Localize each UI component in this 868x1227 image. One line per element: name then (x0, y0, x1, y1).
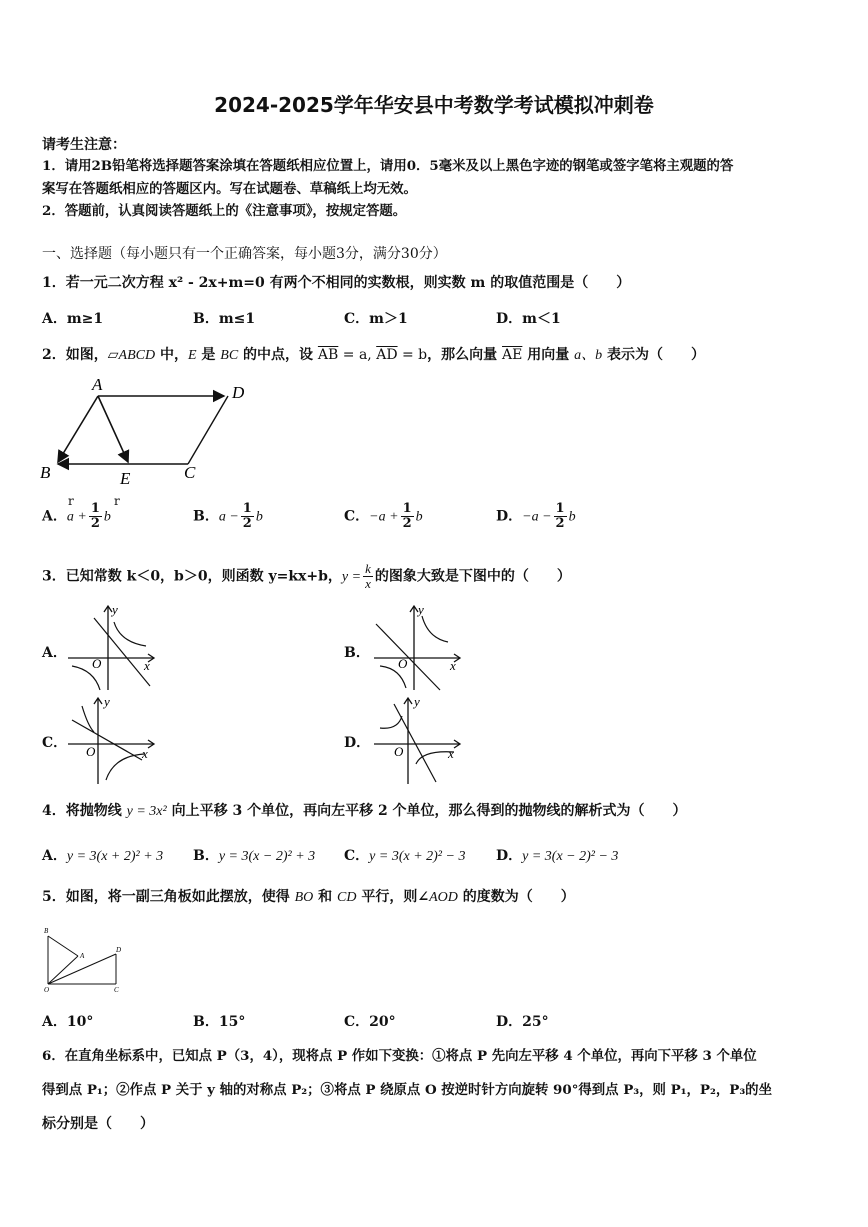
fraction: $\frac{1}{2}$ (402, 501, 412, 531)
question-3-graph-a (64, 602, 160, 692)
page-title: 2024-2025学年华安县中考数学考试模拟冲刺卷 (214, 93, 654, 117)
notice-line-2: 案写在答题纸相应的答题区内。写在试题卷、草稿纸上均无效。 (42, 181, 417, 197)
question-4-option-a: A．y = 3(x + 2)² + 3 (42, 848, 164, 864)
question-5-figure (40, 924, 130, 994)
question-2-option-d: D．−a − $\frac{1}{2}$ b (496, 501, 576, 531)
option-a-marker-1: r (68, 494, 74, 508)
question-5-stem: 5．如图，将一副三角板如此摆放，使得 BO 和 CD 平行，则∠AOD 的度数为（ ） (42, 889, 575, 905)
question-6-line-2: 得到点 P₁；②作点 P 关于 y 轴的对称点 P₂；③将点 P 绕原点 O 按逆时针方向旋转 90°得到点 P₃，则 P₁，P₂，P₃的坐 (42, 1082, 772, 1098)
fraction: $\frac{k}{x}$ (365, 561, 371, 591)
svg-text:y: y (418, 602, 424, 617)
svg-text:x: x (448, 746, 454, 761)
option-a-marker-2: r (114, 494, 120, 508)
question-3-option-a: A． (42, 645, 67, 661)
question-2-stem: 2．如图，▱ABCD 中，E 是 BC 的中点，设 $\overline{AB} = a$, $\overline{AD} = b$，那么向量 $\overline{AE}$ 用向量 a、b 表示为（ ） (42, 347, 705, 363)
section-heading: 一、选择题（每小题只有一个正确答案，每小题3分，满分30分） (42, 246, 447, 262)
question-6-line-1: 6．在直角坐标系中，已知点 P（3，4），现将点 P 作如下变换：①将点 P 先向左平移 4 个单位，再向下平移 3 个单位 (42, 1048, 757, 1064)
fraction: $\frac{1}{2}$ (242, 501, 252, 531)
question-3-option-c: C． (42, 735, 68, 751)
figure-label-e: E (120, 469, 131, 486)
question-3-graph-c (64, 694, 160, 786)
figure-label-b: B (44, 927, 49, 935)
question-5-option-b: B．15° (193, 1014, 246, 1030)
notice-line-1: 1．请用2B铅笔将选择题答案涂填在答题纸相应位置上，请用0．5毫米及以上黑色字迹的钢笔或签字笔将主观题的答 (42, 158, 734, 174)
svg-text:x: x (450, 658, 456, 673)
svg-text:x: x (144, 658, 150, 673)
question-1-option-c: C．m＞1 (344, 311, 408, 327)
svg-text:O: O (394, 744, 404, 759)
fraction: $\frac{1}{2}$ (555, 501, 565, 531)
svg-text:y: y (414, 694, 420, 709)
figure-label-c: C (184, 463, 196, 482)
question-2-option-b: B．a − $\frac{1}{2}$ b (193, 501, 263, 531)
notice-heading: 请考生注意： (42, 137, 126, 153)
notice-line-3: 2．答题前，认真阅读答题纸上的《注意事项》，按规定答题。 (42, 203, 407, 219)
question-5-option-c: C．20° (344, 1014, 396, 1030)
question-2-option-a: A．a + $\frac{1}{2}$ b (42, 501, 111, 531)
figure-label-a: A (80, 952, 85, 960)
question-1-option-d: D．m＜1 (496, 311, 561, 327)
svg-text:O: O (86, 744, 96, 759)
figure-label-c: C (114, 986, 119, 994)
question-4-option-c: C．y = 3(x + 2)² − 3 (344, 848, 466, 864)
question-6-line-3: 标分别是（ ） (42, 1116, 154, 1132)
question-4-option-b: B．y = 3(x − 2)² + 3 (193, 848, 316, 864)
fraction: $\frac{1}{2}$ (90, 501, 100, 531)
figure-label-a: A (92, 375, 103, 394)
question-3-option-b: B． (344, 645, 370, 661)
question-5-option-d: D．25° (496, 1014, 549, 1030)
question-1-option-a: A．m≥1 (42, 311, 104, 327)
question-3-option-d: D． (344, 735, 371, 751)
question-3-stem: 3．已知常数 k＜0，b＞0，则函数 y=kx+b，y = $\frac{k}{x}$ 的图象大致是下图中的（ ） (42, 561, 571, 591)
question-2-figure (36, 374, 256, 486)
question-4-stem: 4．将抛物线 y = 3x² 向上平移 3 个单位，再向左平移 2 个单位，那么得到的抛物线的解析式为（ ） (42, 803, 687, 819)
svg-text:O: O (92, 656, 102, 671)
question-2-option-c: C．−a + $\frac{1}{2}$ b (344, 501, 423, 531)
figure-label-d: D (232, 383, 245, 402)
svg-text:x: x (142, 746, 148, 761)
svg-text:O: O (398, 656, 408, 671)
svg-text:y: y (104, 694, 110, 709)
figure-label-d: D (116, 946, 122, 954)
question-3-graph-b (370, 602, 466, 692)
question-3-graph-d (370, 694, 466, 786)
svg-text:y: y (112, 602, 118, 617)
question-5-option-a: A．10° (42, 1014, 94, 1030)
question-1-option-b: B．m≤1 (193, 311, 256, 327)
question-4-option-d: D．y = 3(x − 2)² − 3 (496, 848, 619, 864)
figure-label-b: B (40, 463, 51, 482)
figure-label-o: O (44, 986, 50, 994)
question-1-stem: 1．若一元二次方程 x² - 2x+m=0 有两个不相同的实数根，则实数 m 的取值范围是（ ） (42, 275, 631, 291)
